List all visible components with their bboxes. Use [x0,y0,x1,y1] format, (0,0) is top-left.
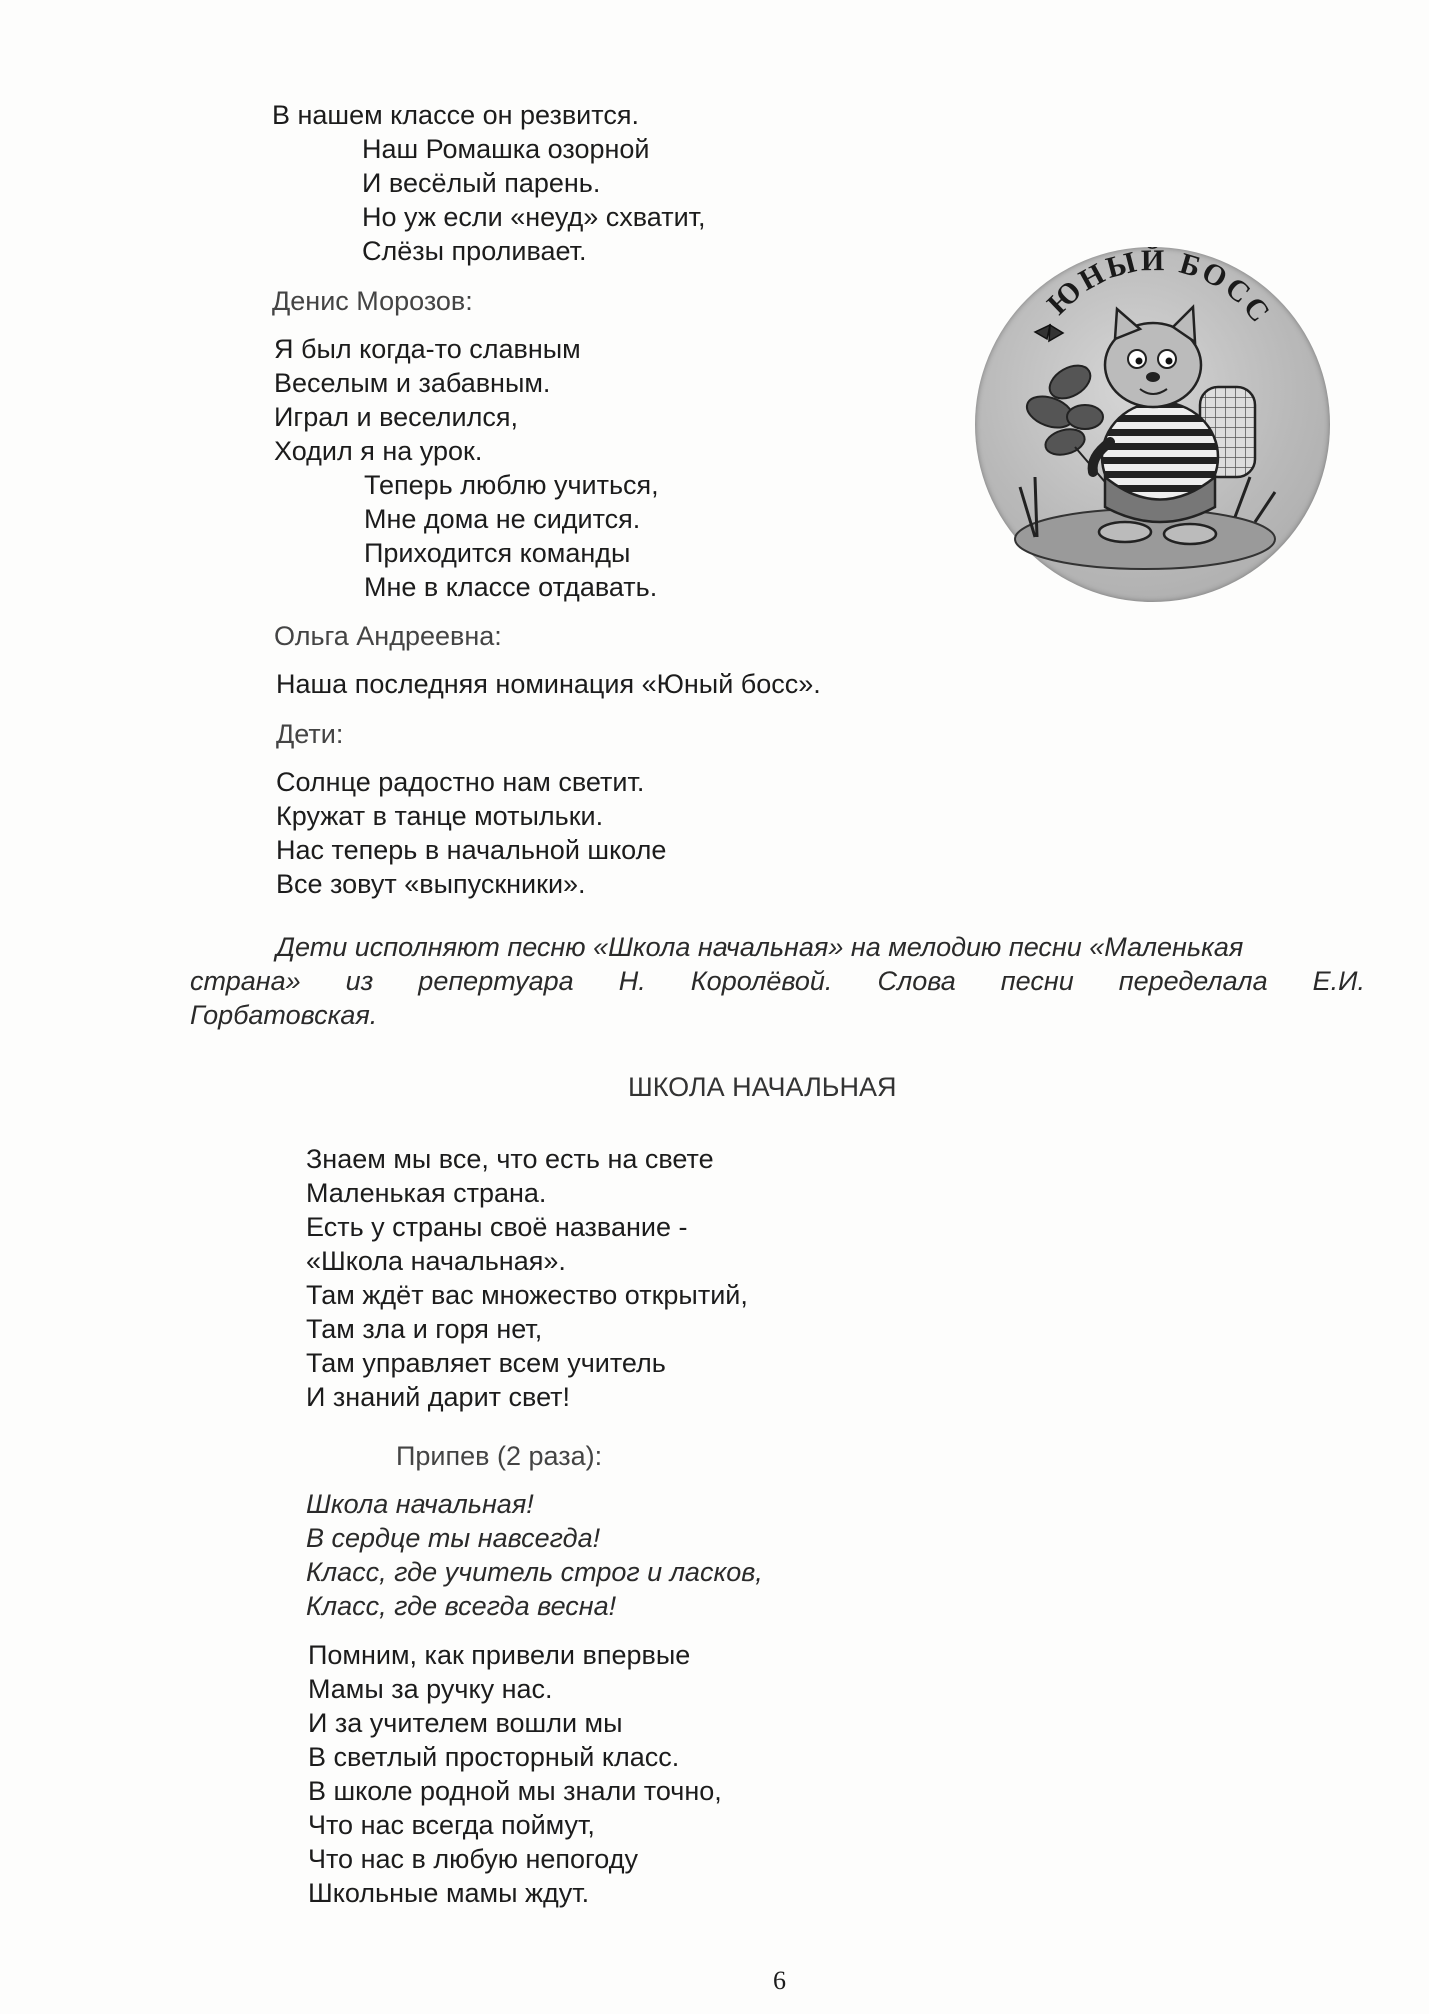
verse-line: Мамы за ручку нас. [308,1674,553,1704]
word: Слова [877,966,956,996]
verse-line: Солнце радостно нам светит. [276,767,645,797]
badge-text: ЮНЫЙ БОСС [1040,247,1278,331]
verse-line: Ходил я на урок. [274,436,483,466]
young-boss-badge [975,247,1330,602]
verse-line: И весёлый парень. [362,168,601,198]
verse-line: В сердце ты навсегда! [306,1523,601,1553]
verse-line: Приходится команды [364,538,631,568]
verse-line: Что нас всегда поймут, [308,1810,595,1840]
verse-line: Там зла и горя нет, [306,1314,543,1344]
word: Н. [618,966,646,996]
word: песни [1000,966,1074,996]
verse-line: Нас теперь в начальной школе [276,835,667,865]
verse-line: Мне в классе отдавать. [364,572,658,602]
verse-line: Все зовут «выпускники». [276,869,586,899]
verse-line: В школе родной мы знали точно, [308,1776,722,1806]
speaker-label-denis: Денис Морозов: [272,286,473,316]
verse-line: Наш Ромашка озорной [362,134,650,164]
verse-line: Есть у страны своё название - [306,1212,688,1242]
verse-line: Мне дома не сидится. [364,504,641,534]
verse-line: Там ждёт вас множество открытий, [306,1280,748,1310]
verse-line: Там управляет всем учитель [306,1348,666,1378]
svg-text:ЮНЫЙ БОСС [1041,247,1278,331]
verse-line: В светлый просторный класс. [308,1742,680,1772]
verse-line: Кружат в танце мотыльки. [276,801,604,831]
verse-line: В нашем классе он резвится. [272,100,639,130]
verse-line: Школьные мамы ждут. [308,1878,590,1908]
chorus-label: Припев (2 раза): [396,1441,603,1471]
word: страна» [190,966,301,996]
speaker-label-olga: Ольга Андреевна: [274,621,502,651]
verse-line: Я был когда-то славным [274,334,581,364]
verse-line: Теперь люблю учиться, [364,470,659,500]
page-number: 6 [773,1966,786,1995]
verse-line: Знаем мы все, что есть на свете [306,1144,714,1174]
verse-line: Играл и веселился, [274,402,519,432]
verse-line: Но уж если «неуд» схватит, [362,202,706,232]
verse-line: Школа начальная! [306,1489,534,1519]
cat-with-backpack-icon [975,247,1330,602]
verse-line: Класс, где учитель строг и ласков, [306,1557,763,1587]
word: из [345,966,374,996]
verse-line: «Школа начальная». [306,1246,566,1276]
word: Е.И. [1312,966,1365,996]
stage-direction-line: Дети исполняют песню «Школа начальная» на мелодию песни «Маленькая [276,932,1244,962]
word: репертуара [418,966,574,996]
verse-line: И знаний дарит свет! [306,1382,571,1412]
speaker-label-children: Дети: [276,719,344,749]
word: Королёвой. [690,966,833,996]
verse-line: И за учителем вошли мы [308,1708,623,1738]
verse-line: Веселым и забавным. [274,368,551,398]
word: переделала [1118,966,1268,996]
stage-direction-line: Горбатовская. [190,1000,378,1030]
verse-line: Что нас в любую непогоду [308,1844,638,1874]
verse-line: Слёзы проливает. [362,236,587,266]
verse-line: Маленькая страна. [306,1178,547,1208]
verse-line: Помним, как привели впервые [308,1640,691,1670]
song-title: ШКОЛА НАЧАЛЬНАЯ [628,1072,897,1102]
verse-line: Класс, где всегда весна! [306,1591,617,1621]
stage-direction-line [190,964,1365,998]
olga-line: Наша последняя номинация «Юный босс». [276,669,821,699]
